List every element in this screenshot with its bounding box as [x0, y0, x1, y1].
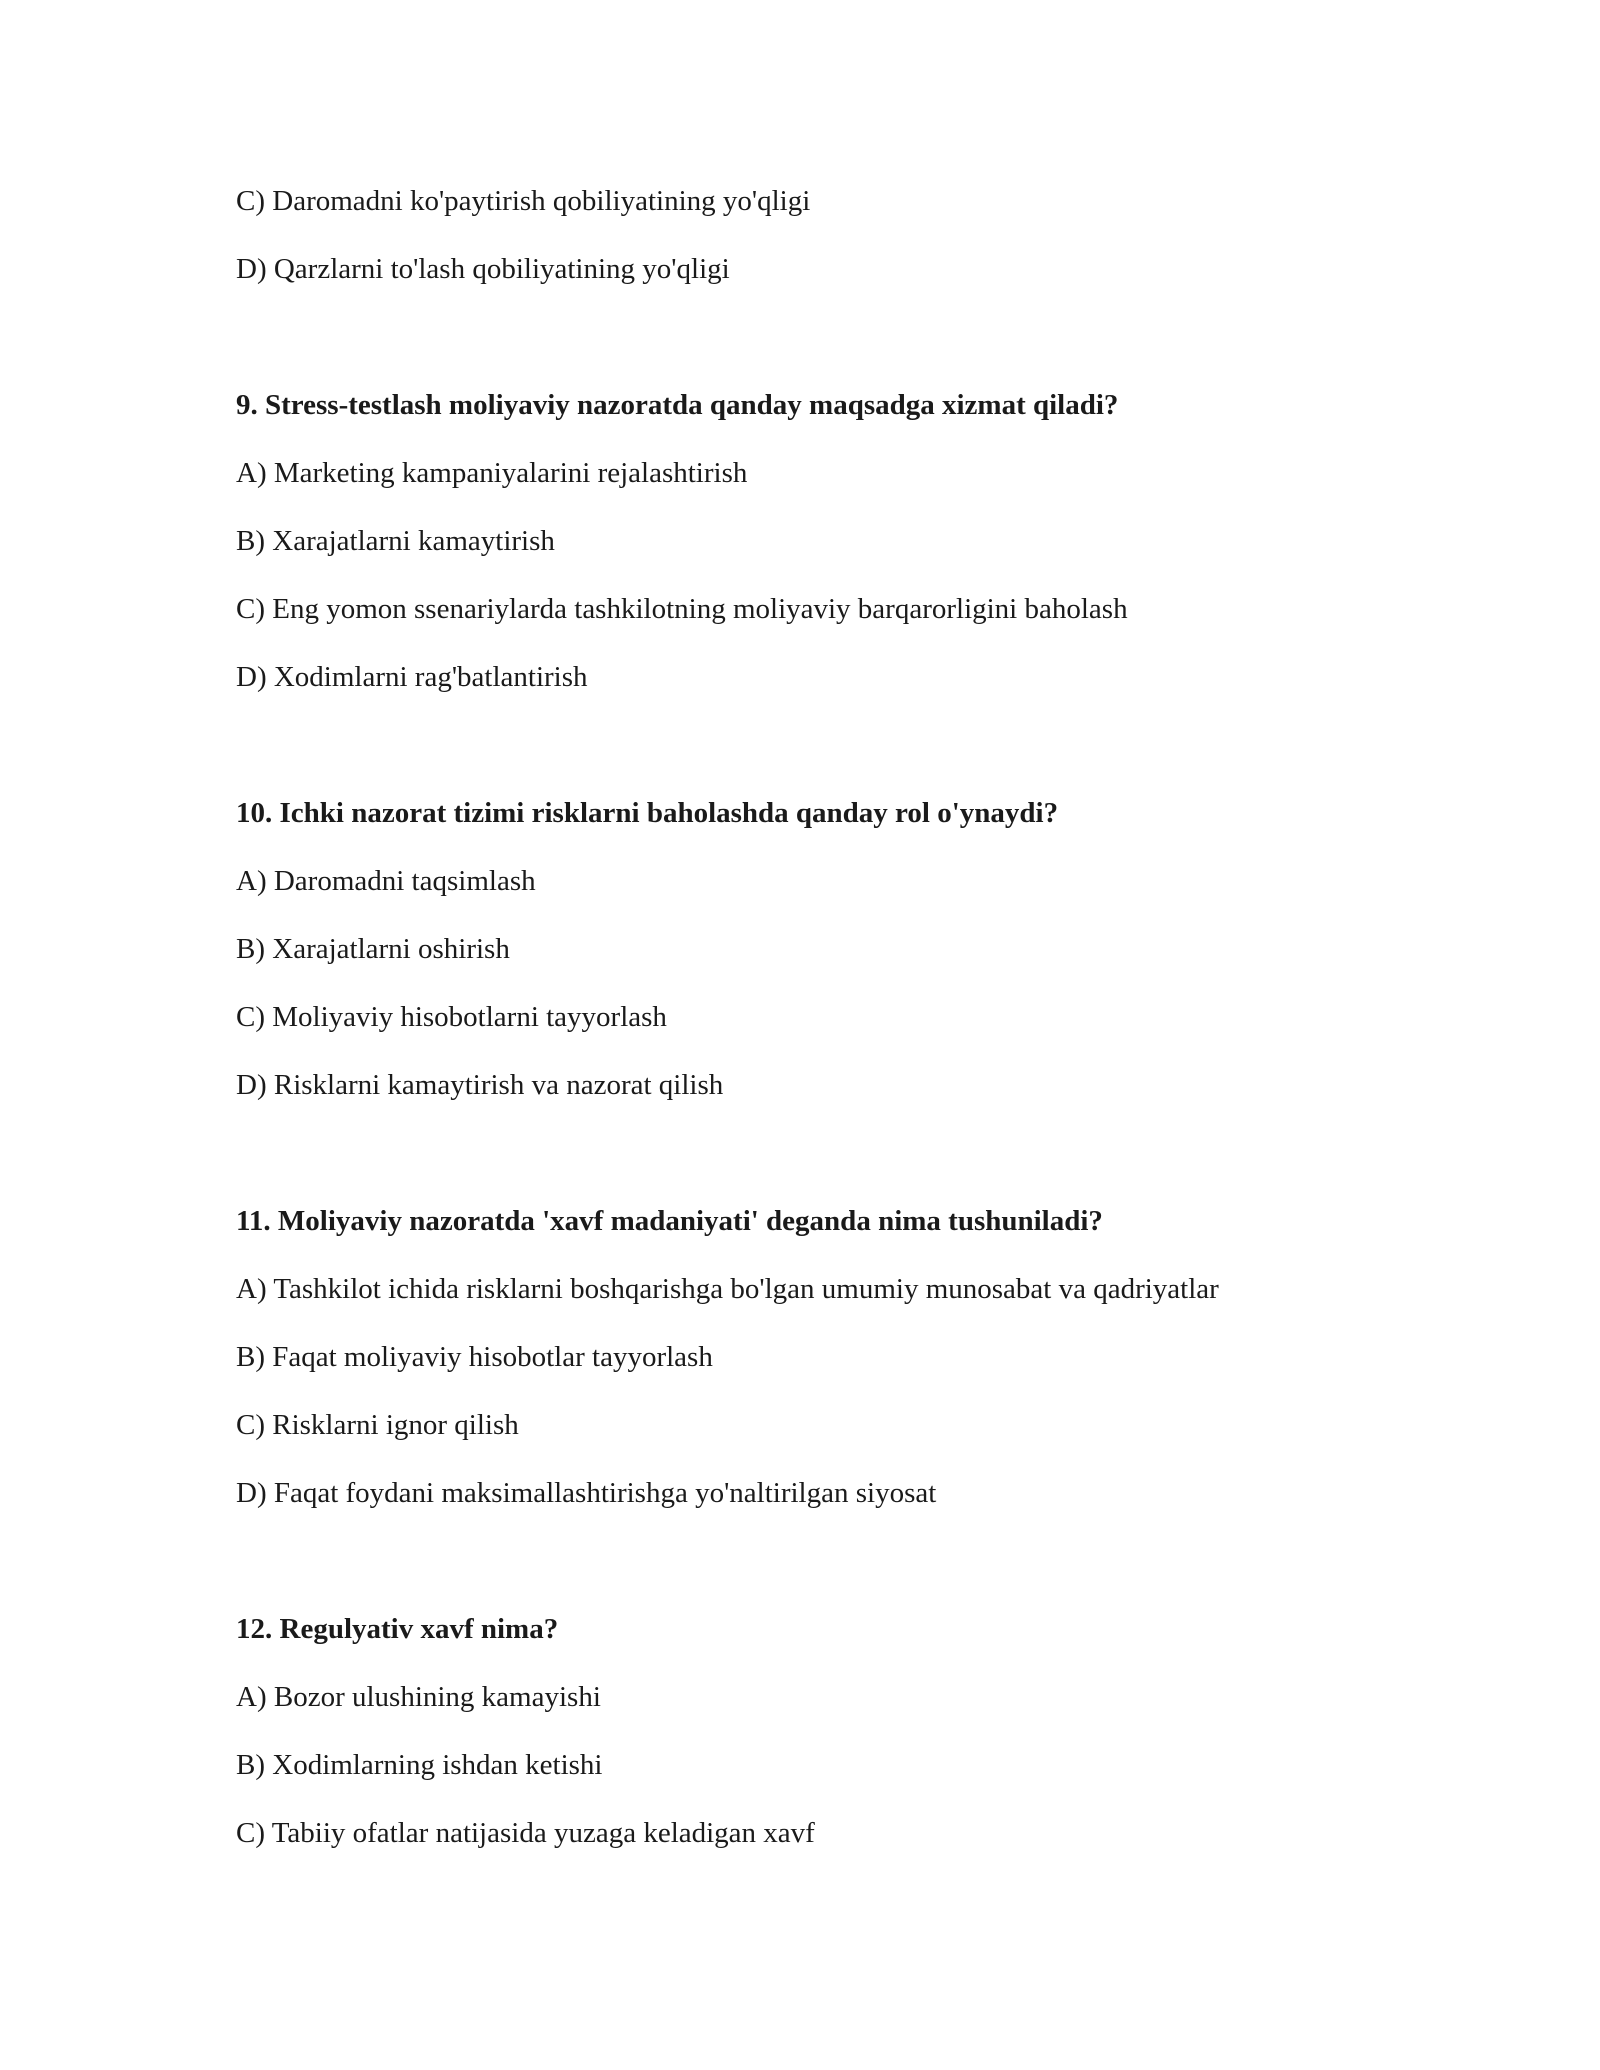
answer-option: B) Xarajatlarni oshirish [236, 933, 510, 965]
question-10 [236, 796, 1436, 1102]
answer-option: B) Xodimlarning ishdan ketishi [236, 1749, 603, 1781]
answer-option: A) Marketing kampaniyalarini rejalashtirish [236, 457, 748, 489]
answer-option: C) Eng yomon ssenariylarda tashkilotning moliyaviy barqarorligini baholash [236, 593, 1128, 625]
quiz-content [236, 184, 1436, 1884]
answer-option: D) Qarzlarni to'lash qobiliyatining yo'qligi [236, 253, 730, 285]
answer-option: B) Faqat moliyaviy hisobotlar tayyorlash [236, 1341, 713, 1373]
answer-option: C) Tabiiy ofatlar natijasida yuzaga keladigan xavf [236, 1817, 815, 1849]
spacer [236, 1136, 1436, 1204]
answer-option: D) Risklarni kamaytirish va nazorat qilish [236, 1069, 724, 1101]
spacer [236, 320, 1436, 388]
answer-option: D) Xodimlarni rag'batlantirish [236, 661, 588, 693]
answer-option: A) Daromadni taqsimlash [236, 865, 536, 897]
answer-option: C) Daromadni ko'paytirish qobiliyatining yo'qligi [236, 185, 811, 217]
question-12 [236, 1612, 1436, 1850]
spacer [236, 728, 1436, 796]
question-title: 11. Moliyaviy nazoratda 'xavf madaniyati' deganda nima tushuniladi? [236, 1205, 1103, 1237]
answer-option: C) Risklarni ignor qilish [236, 1409, 519, 1441]
answer-option: B) Xarajatlarni kamaytirish [236, 525, 555, 557]
question-title: 9. Stress-testlash moliyaviy nazoratda qanday maqsadga xizmat qiladi? [236, 389, 1119, 421]
question-11 [236, 1204, 1436, 1510]
question-title: 12. Regulyativ xavf nima? [236, 1613, 559, 1645]
answer-option: C) Moliyaviy hisobotlarni tayyorlash [236, 1001, 667, 1033]
answer-option: D) Faqat foydani maksimallashtirishga yo'naltirilgan siyosat [236, 1477, 937, 1509]
question-title: 10. Ichki nazorat tizimi risklarni baholashda qanday rol o'ynaydi? [236, 797, 1059, 829]
answer-option: A) Tashkilot ichida risklarni boshqarishga bo'lgan umumiy munosabat va qadriyatlar [236, 1273, 1219, 1305]
spacer [236, 1544, 1436, 1612]
question-9 [236, 388, 1436, 694]
question-8-continuation [236, 184, 1436, 286]
answer-option: A) Bozor ulushining kamayishi [236, 1681, 601, 1713]
